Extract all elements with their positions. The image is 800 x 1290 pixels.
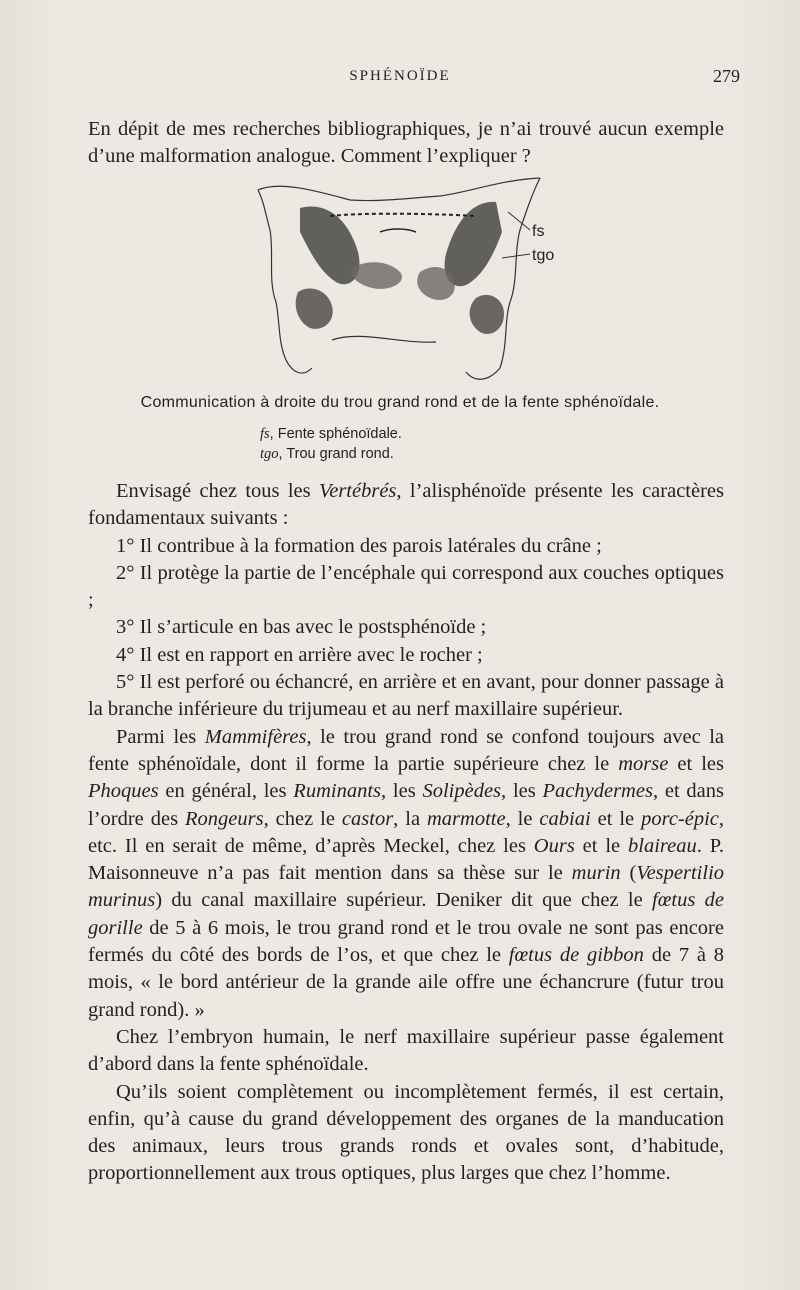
- page-header: [0, 68, 800, 94]
- italic-term: Pachydermes: [542, 780, 653, 803]
- text-run: , les: [501, 780, 543, 803]
- sphenoid-illustration: [240, 172, 570, 394]
- p1-b: , l’alisphénoïde présente les caractères fondamentaux suivants :: [88, 480, 725, 530]
- paragraph-conclusion: Qu’ils soient complètement ou incomplètement fermés, il est certain, enfin, qu’à cause du grand développement des organes de la manducation des animaux, leurs trous grands ronds et ovales sont, d’habitude, proportionnellement aux trous optiques, plus larges que chez l’homme.: [88, 1080, 724, 1185]
- italic-term: Mammifères: [204, 725, 307, 748]
- text-run: , le trou grand rond se confond toujours avec la fente sphénoïdale, dont il forme la partie supérieure chez le: [88, 725, 724, 775]
- text-run: , chez le: [263, 807, 342, 830]
- legend-fs-abbr: fs: [260, 426, 270, 442]
- paragraph-embryon: Chez l’embryon humain, le nerf maxillaire supérieur passe également d’abord dans la fente sphénoïdale.: [88, 1025, 724, 1076]
- running-head: SPHÉNOÏDE: [349, 68, 451, 84]
- text-run: , la: [393, 807, 427, 830]
- italic-term: murin: [571, 862, 621, 885]
- italic-term: morse: [618, 752, 669, 775]
- intro-paragraph: [88, 116, 724, 170]
- italic-term: Vespertilio murinus: [88, 862, 725, 912]
- sphenoid-figure: [240, 172, 570, 394]
- text-run: (: [620, 862, 637, 885]
- intro-text: En dépit de mes recherches bibliographiques, je n’ai trouvé aucun exemple d’une malformation analogue. Comment l’expliquer ?: [88, 118, 724, 167]
- text-run: , etc. Il en serait de même, d’après Meckel, chez les: [88, 807, 725, 857]
- text-run: , et dans l’ordre des: [88, 780, 725, 830]
- italic-term: fœtus de gibbon: [508, 944, 644, 967]
- text-run: et le: [574, 834, 629, 857]
- italic-term: Rongeurs: [185, 807, 264, 830]
- list-item-4: 4° Il est en rapport en arrière avec le rocher ;: [116, 643, 483, 666]
- paragraph-vertebres: [88, 478, 724, 533]
- text-run: et le: [590, 807, 642, 830]
- text-run: Parmi les: [116, 725, 205, 748]
- text-run: , les: [381, 780, 423, 803]
- list-item-3: 3° Il s’articule en bas avec le postsphénoïde ;: [116, 616, 487, 639]
- list-item-2: 2° Il protège la partie de l’encéphale qui correspond aux couches optiques ;: [88, 561, 724, 612]
- legend-tgo: [260, 444, 660, 464]
- text-run: et les: [668, 752, 724, 775]
- figure-legend: [260, 424, 660, 464]
- paragraph-mammiferes: [88, 724, 724, 1024]
- legend-tgo-abbr: tgo: [260, 446, 279, 462]
- italic-term: Ours: [533, 834, 575, 857]
- italic-term: Solipèdes: [422, 780, 502, 803]
- label-fs: fs: [532, 223, 545, 240]
- italic-term: fœtus de gorille: [88, 889, 724, 939]
- italic-term: marmotte: [427, 807, 506, 830]
- label-tgo: tgo: [532, 247, 555, 264]
- italic-term: porc-épic: [641, 807, 719, 830]
- italic-term: Ruminants: [293, 780, 381, 803]
- list-item-1: 1° Il contribue à la formation des parois latérales du crâne ;: [116, 534, 602, 557]
- italic-term: cabiai: [539, 807, 591, 830]
- italic-term: Phoques: [88, 780, 159, 803]
- figure-caption: Communication à droite du trou grand rond et de la fente sphénoïdale.: [140, 394, 660, 411]
- legend-tgo-text: , Trou grand rond.: [278, 446, 394, 462]
- p1-a: Envisagé chez tous les: [116, 480, 319, 502]
- text-run: , le: [505, 807, 540, 830]
- text-run: de 5 à 6 mois, le trou grand rond et le trou ovale ne sont pas encore fermés du côté des bords de l’os, et que chez le: [88, 916, 724, 967]
- text-run: ) du canal maxillaire supérieur. Deniker dit que chez le: [155, 889, 653, 912]
- p1-em: Vertébrés: [318, 480, 397, 502]
- list-item-5: 5° Il est perforé ou échancré, en arrière et en avant, pour donner passage à la branche inférieure du trijumeau et au nerf maxillaire supérieur.: [88, 671, 724, 721]
- italic-term: castor: [341, 807, 394, 830]
- text-run: en général, les: [158, 780, 294, 803]
- text-run: . P. Maisonneuve n’a pas fait mention dans sa thèse sur le: [88, 834, 724, 885]
- legend-fs: [260, 424, 660, 444]
- page-number: 279: [713, 66, 740, 86]
- body-text: [88, 478, 724, 1188]
- italic-term: blaireau: [628, 834, 697, 857]
- legend-fs-text: , Fente sphénoïdale.: [269, 426, 402, 442]
- text-run: de 7 à 8 mois, « le bord antérieur de la grande aile offre une échancrure (futur trou grand rond). »: [88, 944, 724, 1021]
